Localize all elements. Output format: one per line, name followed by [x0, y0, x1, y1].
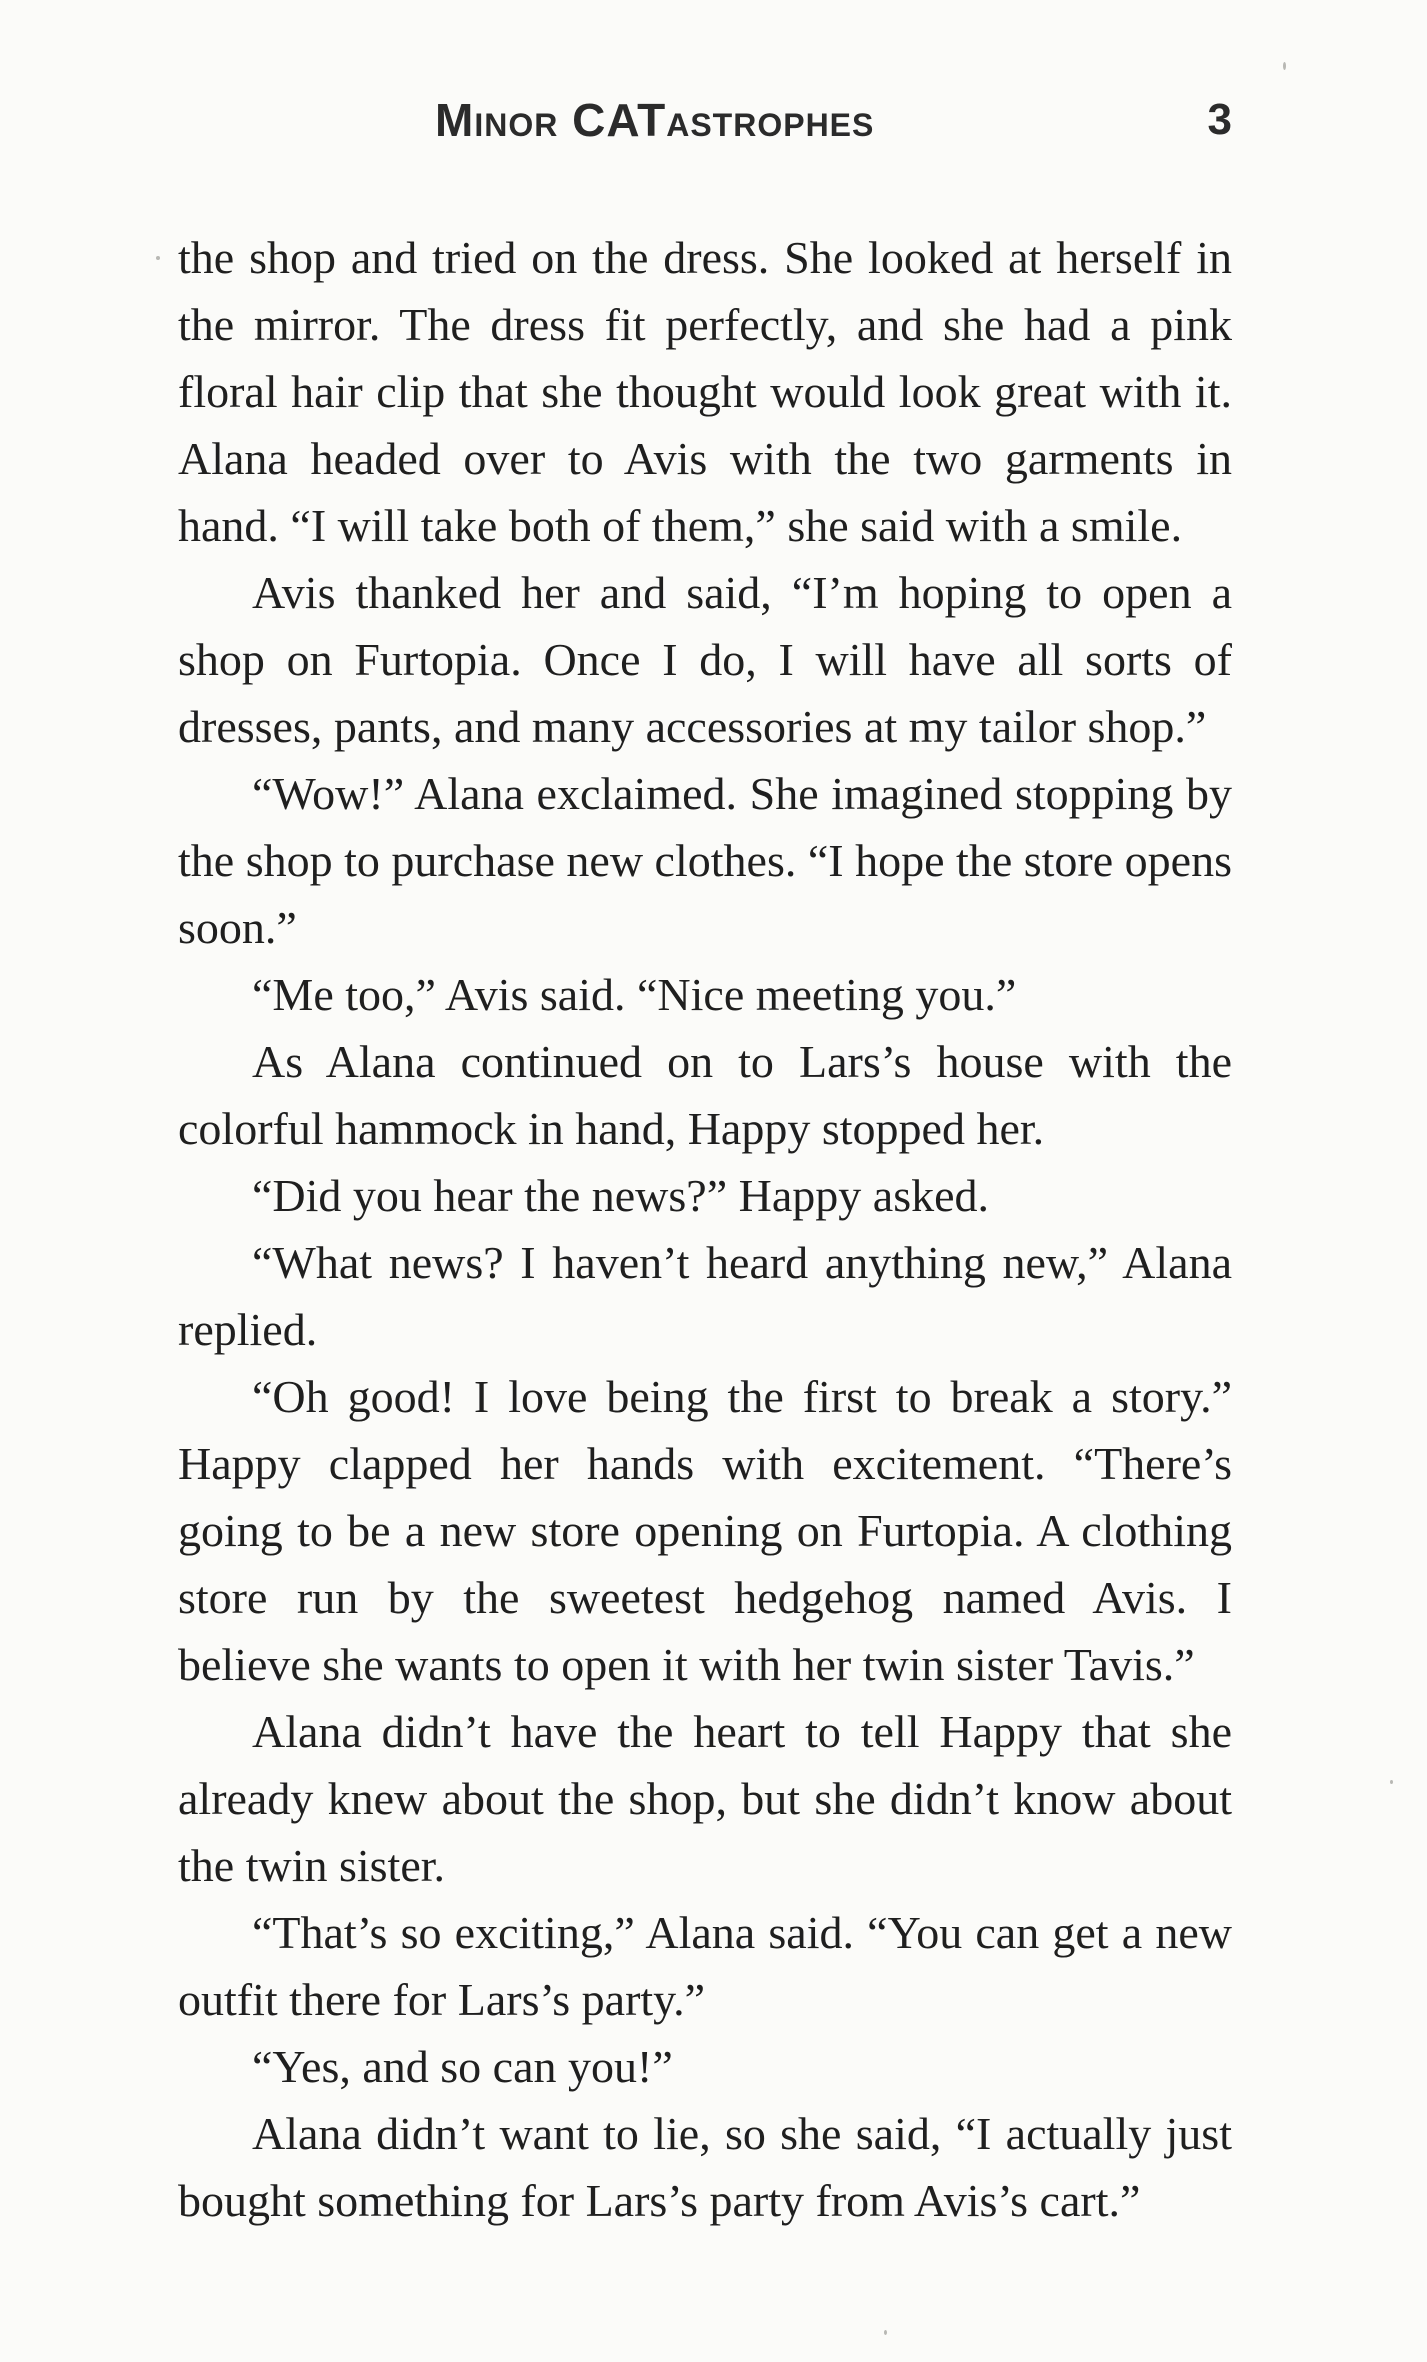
paragraph: Alana didn’t want to lie, so she said, “I actually just bought something for Lars’s party from Avis’s cart.” — [178, 2108, 1232, 2226]
running-title: Minor CATastrophes — [435, 94, 875, 146]
running-head — [178, 92, 1232, 148]
scan-speck — [884, 2330, 887, 2335]
paragraph: “Wow!” Alana exclaimed. She imagined stopping by the shop to purchase new clothes. “I hope the store opens soon.” — [178, 768, 1232, 953]
scan-speck — [1283, 62, 1286, 70]
paragraph: “That’s so exciting,” Alana said. “You can get a new outfit there for Lars’s party.” — [178, 1907, 1232, 2025]
paragraph: “Me too,” Avis said. “Nice meeting you.” — [252, 969, 1017, 1020]
body-text — [178, 224, 1232, 2234]
paragraph: “Yes, and so can you!” — [252, 2041, 673, 2092]
paragraph: Alana didn’t have the heart to tell Happy that she already knew about the shop, but she didn’t know about the twin sister. — [178, 1706, 1232, 1891]
paragraph: As Alana continued on to Lars’s house with the colorful hammock in hand, Happy stopped her. — [178, 1036, 1232, 1154]
paragraph: “Oh good! I love being the first to break a story.” Happy clapped her hands with excitement. “There’s going to be a new store opening on Furtopia. A clothing store run by the sweetest hedgehog named Avis. I believe she wants to open it with her twin sister Tavis.” — [178, 1371, 1232, 1690]
paragraph: “What news? I haven’t heard anything new,” Alana replied. — [178, 1237, 1232, 1355]
scan-speck — [1390, 1780, 1393, 1784]
paragraph: the shop and tried on the dress. She looked at herself in the mirror. The dress fit perfectly, and she had a pink floral hair clip that she thought would look great with it. Alana headed over to Avis with the two garments in hand. “I will take both of them,” she said with a smile. — [178, 232, 1232, 551]
scan-speck — [156, 256, 160, 260]
paragraph: “Did you hear the news?” Happy asked. — [252, 1170, 990, 1221]
paragraph: Avis thanked her and said, “I’m hoping to open a shop on Furtopia. Once I do, I will have all sorts of dresses, pants, and many accessories at my tailor shop.” — [178, 567, 1232, 752]
page-number: 3 — [1207, 95, 1232, 144]
